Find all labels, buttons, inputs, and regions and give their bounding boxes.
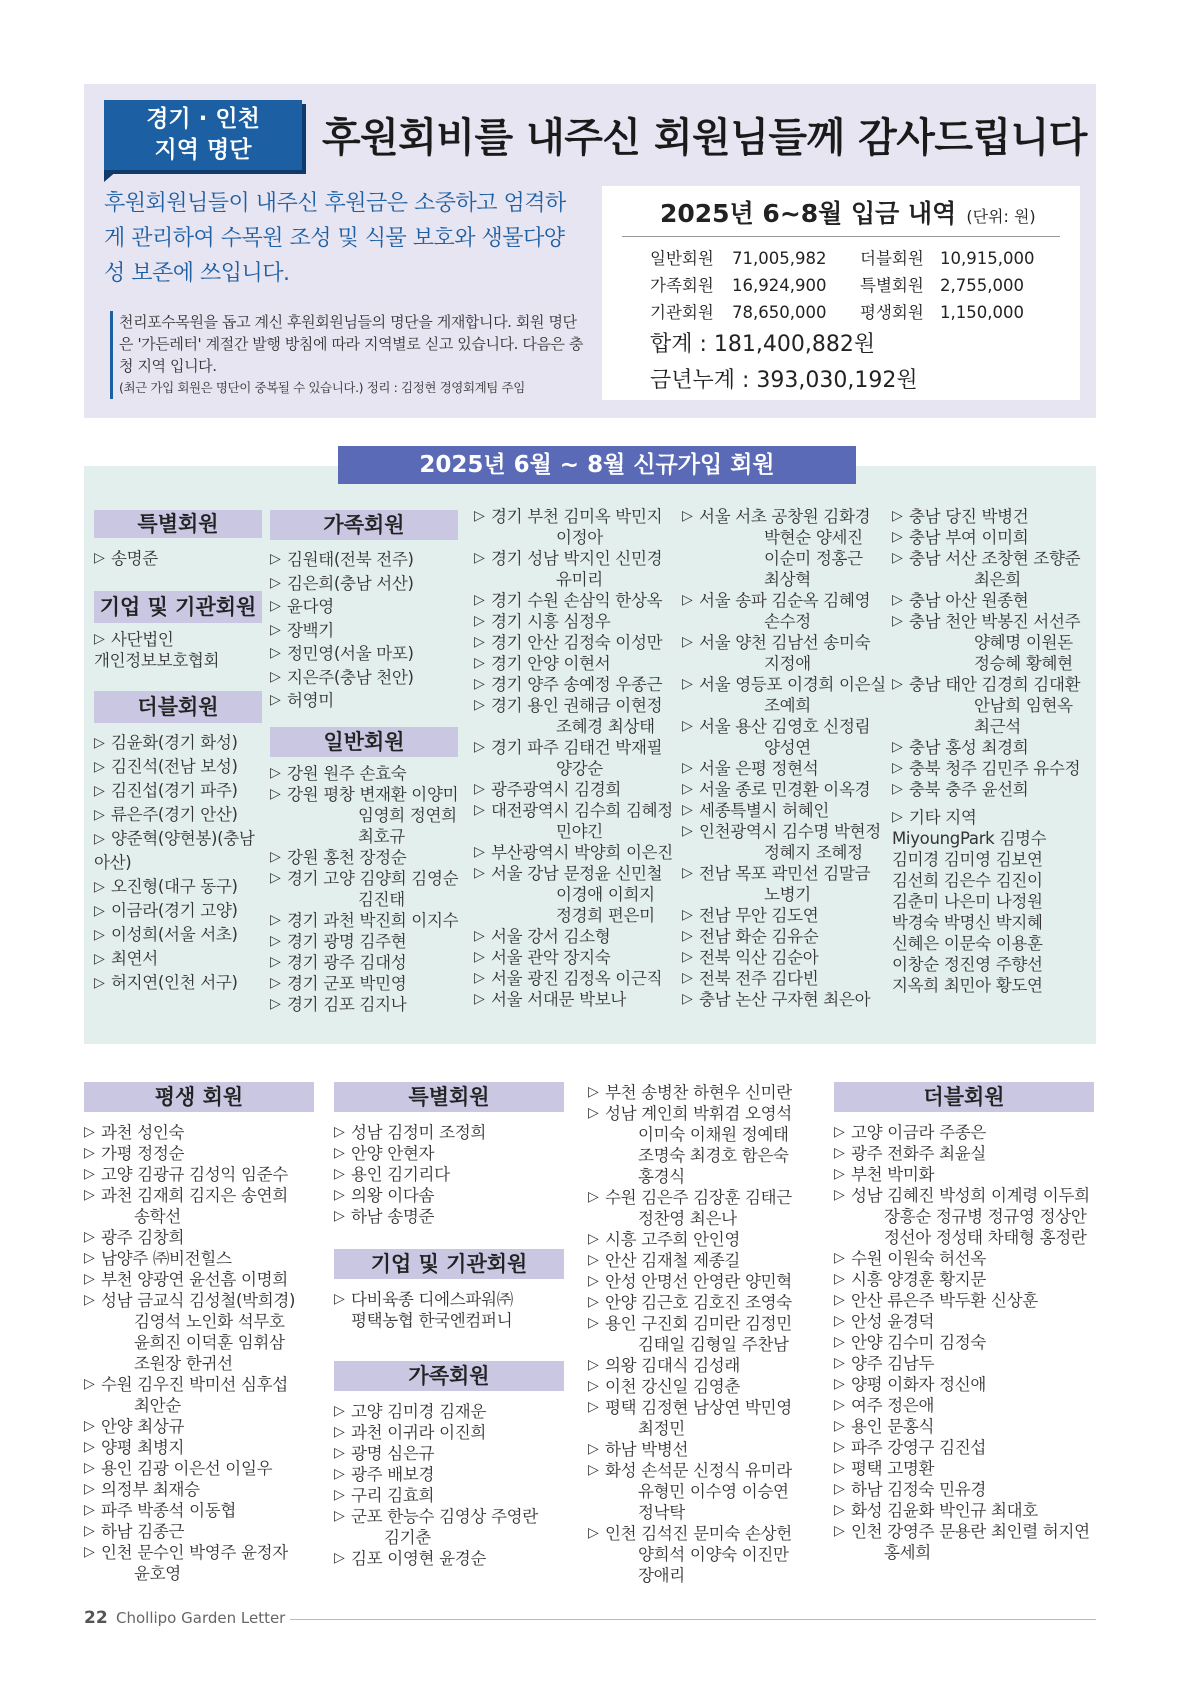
list-item: ▷ 전남 무안 김도연 (682, 905, 892, 926)
list-item: ▷ 충남 태안 김경희 김대환 (892, 674, 1096, 695)
list-item-continued: 정선아 정성태 차태형 홍정란 (884, 1228, 1087, 1247)
list-item: ▷ 양준혁(양현봉)(충남 (94, 827, 264, 851)
region-tag-line2: 지역 명단 (154, 137, 252, 163)
list-item: ▷ 안산 김재철 제종길 (588, 1250, 822, 1271)
list-item-continued: 양강순 (556, 759, 603, 778)
list-item: ▷ 광주 배보경 (334, 1464, 566, 1485)
publication-name: Chollipo Garden Letter (116, 1609, 286, 1627)
list-item: ▷ 부천 양광연 윤선흠 이명희 (84, 1269, 316, 1290)
list-item: ▷ 하남 김종근 (84, 1521, 316, 1542)
special-col (334, 1082, 566, 1569)
list-item: ▷ 경기 안산 김정숙 이성만 (474, 632, 686, 653)
intro-note-small: (최근 가입 회원은 명단이 중복될 수 있습니다.) 정리 : 김정현 경영회계팀 주임 (119, 380, 525, 395)
list-item: 김춘미 나은미 나정원 (892, 892, 1043, 911)
list-item: ▷ 최연서 (94, 947, 264, 971)
list-item: ▷ 서울 영등포 이경희 이은실 (682, 674, 892, 695)
list-item: ▷ 전남 화순 김유순 (682, 926, 892, 947)
list-item: ▷ 고양 김광규 김성익 임준수 (84, 1164, 316, 1185)
corp-list (94, 629, 264, 671)
list-item: ▷ 충북 충주 윤선희 (892, 779, 1096, 800)
list-item: ▷ 고양 이금라 주종은 (834, 1122, 1096, 1143)
list-item: ▷ 장백기 (270, 619, 460, 643)
list-item: ▷ 서울 광진 김정옥 이근직 (474, 968, 686, 989)
lifetime-col (84, 1082, 316, 1584)
sum-value: 10,915,000 (940, 249, 1035, 268)
footer-divider (290, 1619, 1096, 1620)
section-head-family-lower: 가족회원 (334, 1361, 564, 1391)
list-item: 최호규 (358, 826, 405, 846)
new-col-2 (270, 510, 460, 1015)
list-item: ▷ 의왕 이다솜 (334, 1185, 566, 1206)
list-item: ▷ 기타 지역 (892, 807, 1096, 828)
list-item: ▷ 안성 안명선 안영란 양민혁 (588, 1271, 822, 1292)
sum-value: 1,150,000 (940, 303, 1024, 322)
list-item: ▷ 경기 광명 김주현 (270, 931, 460, 952)
list-item: ▷ 경기 안양 이현서 (474, 653, 686, 674)
section-head-general: 일반회원 (270, 727, 458, 757)
list-item-continued: 최근석 (974, 717, 1021, 736)
list-item: ▷ 지은주(충남 천안) (270, 666, 460, 690)
list-item: ▷ 하남 박병선 (588, 1439, 822, 1460)
list-item-continued: 안남희 임현옥 (974, 696, 1073, 715)
list-item: ▷ 안양 안현자 (334, 1143, 566, 1164)
sum-value: 16,924,900 (732, 276, 827, 295)
list-item: ▷ 성남 계인희 박휘겸 오영석 (588, 1103, 822, 1124)
list-item-continued: 윤호영 (134, 1564, 181, 1583)
list-item: ▷ 시흥 고주희 안인영 (588, 1229, 822, 1250)
list-item: ▷ 시흥 양경훈 황지문 (834, 1269, 1096, 1290)
list-item: ▷ 양평 이화자 정신애 (834, 1374, 1096, 1395)
list-item: ▷ 인천광역시 김수명 박현정 (682, 821, 892, 842)
list-item: ▷ 과천 이귀라 이진희 (334, 1422, 566, 1443)
list-item: ▷ 경기 광주 김대성 (270, 952, 460, 973)
sum-label: 일반회원 (650, 249, 714, 268)
list-item: ▷ 수원 김우진 박미선 심후섭 (84, 1374, 316, 1395)
list-item: ▷ 전북 익산 김순아 (682, 947, 892, 968)
list-item: ▷ 사단법인 (94, 629, 264, 650)
summary-title-text: 2025년 6~8월 입금 내역 (660, 199, 957, 228)
list-item: ▷ 서울 서초 공창원 김화경 (682, 506, 892, 527)
double-list (94, 731, 264, 995)
list-item: ▷ 안양 김근호 김호진 조영숙 (588, 1292, 822, 1313)
list-item-continued: 정찬영 최은나 (638, 1209, 737, 1228)
list-item: 김진태 (358, 889, 405, 909)
list-item: ▷ 파주 강영구 김진섭 (834, 1437, 1096, 1458)
list-item: ▷ 경기 용인 권해금 이현정 (474, 695, 686, 716)
list-item-continued: 박현순 양세진 (764, 528, 863, 547)
list-item: 개인정보보호협회 (94, 651, 220, 670)
list-item: ▷ 오진형(대구 동구) (94, 875, 264, 899)
list-item: ▷ 화성 손석문 신정식 유미라 (588, 1460, 822, 1481)
list-item-continued: 이미숙 이채원 정예태 (638, 1125, 789, 1144)
list-item: ▷ 김진석(전남 보성) (94, 755, 264, 779)
sum-value: 2,755,000 (940, 276, 1024, 295)
sum-label: 특별회원 (860, 276, 924, 295)
section-head-special-lower: 특별회원 (334, 1082, 564, 1112)
list-item-continued: 조혜경 최상태 (556, 717, 655, 736)
family-list (270, 548, 460, 713)
list-item: ▷ 경기 김포 김지나 (270, 994, 460, 1015)
tag-tail (104, 170, 118, 182)
list-item: ▷ 이성희(서울 서초) (94, 923, 264, 947)
list-item: ▷ 성남 김정미 조정희 (334, 1122, 566, 1143)
list-item: ▷ 대전광역시 김수희 김혜정 (474, 800, 686, 821)
list-item: ▷ 서울 강남 문정윤 신민철 (474, 863, 686, 884)
list-item: ▷ 남양주 ㈜비전힐스 (84, 1248, 316, 1269)
list-item: ▷ 허영미 (270, 689, 460, 713)
list-item: ▷ 용인 김기리다 (334, 1164, 566, 1185)
list-item-continued: 장애리 (638, 1566, 685, 1585)
list-item: ▷ 양평 최병지 (84, 1437, 316, 1458)
list-item: ▷ 윤다영 (270, 595, 460, 619)
sum-label: 가족회원 (650, 276, 714, 295)
general-col-lower (588, 1082, 822, 1586)
list-item: ▷ 경기 군포 박민영 (270, 973, 460, 994)
list-item-continued: 유형민 이수영 이승연 (638, 1482, 789, 1501)
list-item-continued: 민야긴 (556, 822, 603, 841)
list-item: ▷ 용인 문홍식 (834, 1416, 1096, 1437)
page-number: 22 (84, 1608, 108, 1628)
region-tag-line1: 경기 · 인천 (146, 106, 260, 132)
list-item: ▷ 경기 부천 김미옥 박민지 (474, 506, 686, 527)
list-item-continued: 최정민 (638, 1419, 685, 1438)
list-item: ▷ 경기 양주 송예정 우종근 (474, 674, 686, 695)
list-item: ▷ 서울 서대문 박보나 (474, 989, 686, 1010)
section-head-double: 더블회원 (94, 691, 262, 723)
list-item: ▷ 서울 양천 김남선 송미숙 (682, 632, 892, 653)
list-item: ▷ 군포 한능수 김영상 주영란 (334, 1506, 566, 1527)
list-item: ▷ 전남 목포 곽민선 김말금 (682, 863, 892, 884)
list-item: ▷ 서울 관악 장지숙 (474, 947, 686, 968)
list-item-continued: 양성연 (764, 738, 811, 757)
list-item: ▷ 안양 최상규 (84, 1416, 316, 1437)
list-item-continued: 이순미 정홍근 (764, 549, 863, 568)
list-item: ▷ 하남 송명준 (334, 1206, 566, 1227)
list-item: ▷ 성남 김혜진 박성희 이계령 이두희 (834, 1185, 1096, 1206)
list-item: 아산) (94, 853, 132, 872)
list-item: ▷ 서울 은평 정현석 (682, 758, 892, 779)
list-item: ▷ 경기 과천 박진희 이지수 (270, 910, 460, 931)
new-col-4 (682, 506, 892, 1010)
list-item: ▷ 화성 김윤화 박인규 최대호 (834, 1500, 1096, 1521)
new-col-3 (474, 506, 686, 1010)
list-item: ▷ 경기 고양 김양희 김영순 (270, 868, 460, 889)
lifetime-list (84, 1122, 316, 1584)
section-head-family: 가족회원 (270, 510, 458, 540)
list-item: ▷ 평택 고명환 (834, 1458, 1096, 1479)
list-item: ▷ 광명 심은규 (334, 1443, 566, 1464)
list-item: ▷ 수원 이원숙 허선옥 (834, 1248, 1096, 1269)
list-item: ▷ 파주 박종석 이동협 (84, 1500, 316, 1521)
list-item: 이창순 정진영 주향선 (892, 955, 1043, 974)
list-item: 김미경 김미영 김보연 (892, 850, 1043, 869)
list-item: ▷ 충남 홍성 최경희 (892, 737, 1096, 758)
list-item: ▷ 가평 정정순 (84, 1143, 316, 1164)
list-item: ▷ 부천 박미화 (834, 1164, 1096, 1185)
list-item: ▷ 용인 구진회 김미란 김정민 (588, 1313, 822, 1334)
section-head-corp: 기업 및 기관회원 (94, 591, 262, 623)
summary-title (622, 194, 1060, 237)
list-item: ▷ 김포 이영현 윤경순 (334, 1548, 566, 1569)
list-item-continued: 최상혁 (764, 570, 811, 589)
list-item: ▷ 강원 원주 손효숙 (270, 763, 460, 784)
list-item: ▷ 김윤화(경기 화성) (94, 731, 264, 755)
list-item: ▷ 서울 강서 김소형 (474, 926, 686, 947)
list-item: ▷ 경기 파주 김태건 박재필 (474, 737, 686, 758)
special-list (94, 548, 264, 569)
section-head-double-lower: 더블회원 (834, 1082, 1094, 1112)
list-item-continued: 최은희 (974, 570, 1021, 589)
list-item: ▷ 하남 김정숙 민유경 (834, 1479, 1096, 1500)
summary-unit: (단위: 원) (966, 207, 1036, 226)
list-item-continued: 최안순 (134, 1396, 181, 1415)
list-item: ▷ 정민영(서울 마포) (270, 642, 460, 666)
list-item: 신혜은 이문숙 이용훈 (892, 934, 1043, 953)
section-head-corp-lower: 기업 및 기관회원 (334, 1249, 564, 1279)
list-item: ▷ 안성 윤경덕 (834, 1311, 1096, 1332)
list-item-continued: 정승혜 황혜현 (974, 654, 1073, 673)
list-item: ▷ 이천 강신일 김영춘 (588, 1376, 822, 1397)
family-list-lower (334, 1401, 566, 1569)
list-item: ▷ 수원 김은주 김장훈 김태근 (588, 1187, 822, 1208)
list-item-continued: 정혜지 조혜정 (764, 843, 863, 862)
list-item: ▷ 허지연(인천 서구) (94, 971, 264, 995)
list-item: ▷ 강원 홍천 장정순 (270, 847, 460, 868)
list-item-continued: 홍경식 (638, 1167, 685, 1186)
list-item-continued: 양혜명 이원돈 (974, 633, 1073, 652)
list-item: ▷ 광주 김창희 (84, 1227, 316, 1248)
region-tag (104, 100, 302, 170)
summary-grid (622, 245, 1060, 326)
general-list-a (270, 763, 460, 1015)
list-item: ▷ 의왕 김대식 김성래 (588, 1355, 822, 1376)
list-item: ▷ 다비육종 디에스파워㈜ (334, 1289, 566, 1310)
special-list-lower (334, 1122, 566, 1227)
list-item: MiyoungPark 김명수 (892, 829, 1047, 848)
list-item: ▷ 충남 논산 구자현 최은아 (682, 989, 892, 1010)
list-item: ▷ 류은주(경기 안산) (94, 803, 264, 827)
list-item: ▷ 평택 김정현 남상연 박민영 (588, 1397, 822, 1418)
list-item: ▷ 여주 정은애 (834, 1395, 1096, 1416)
intro-note-text: 천리포수목원을 돕고 계신 후원회원님들의 명단을 게재합니다. 회원 명단은 '가든레터' 계절간 발행 방침에 따라 지역별로 싣고 있습니다. 다음은 충청 지역 입니다. (119, 313, 584, 375)
list-item: 임영희 정연희 (358, 805, 457, 825)
list-item: ▷ 충남 당진 박병건 (892, 506, 1096, 527)
list-item-continued: 김기춘 (384, 1528, 431, 1547)
list-item: ▷ 충남 부여 이미희 (892, 527, 1096, 548)
list-item: ▷ 김은희(충남 서산) (270, 572, 460, 596)
list-item: ▷ 김원태(전북 전주) (270, 548, 460, 572)
list-item: ▷ 인천 문수인 박영주 윤정자 (84, 1542, 316, 1563)
list-item: ▷ 광주 전화주 최윤실 (834, 1143, 1096, 1164)
section-head-special: 특별회원 (94, 510, 262, 538)
list-item: ▷ 송명준 (94, 548, 264, 569)
double-list-lower (834, 1122, 1096, 1563)
summary-total: 합계 : 181,400,882원 (650, 332, 876, 357)
list-item: 지옥희 최민아 황도연 (892, 976, 1043, 995)
list-item: ▷ 안양 김수미 김정숙 (834, 1332, 1096, 1353)
list-item: ▷ 세종특별시 허혜인 (682, 800, 892, 821)
list-item-continued: 양희석 이양숙 이진만 (638, 1545, 789, 1564)
list-item: ▷ 부산광역시 박양희 이은진 (474, 842, 686, 863)
list-item-continued: 노병기 (764, 885, 811, 904)
list-item-continued: 김태일 김형일 주찬남 (638, 1335, 789, 1354)
section-head-lifetime: 평생 회원 (84, 1082, 314, 1112)
list-item-continued: 손수정 (764, 612, 811, 631)
new-col-1 (94, 510, 264, 995)
new-col-5 (892, 506, 1096, 996)
list-item-continued: 장흥순 정규병 정규영 정상안 (884, 1207, 1087, 1226)
list-item-continued: 김영석 노인화 석무호 (134, 1312, 285, 1331)
list-item-continued: 정경희 편은미 (556, 906, 655, 925)
sum-label: 더블회원 (860, 249, 924, 268)
intro-lead: 후원회원님들이 내주신 후원금은 소중하고 엄격하게 관리하여 수목원 조성 및 식물 보호와 생물다양성 보존에 쓰입니다. (104, 191, 566, 286)
list-item: ▷ 충남 천안 박봉진 서선주 (892, 611, 1096, 632)
list-item: ▷ 고양 김미경 김재운 (334, 1401, 566, 1422)
list-item: ▷ 서울 종로 민경환 이옥경 (682, 779, 892, 800)
sum-label: 기관회원 (650, 303, 714, 322)
list-item-continued: 정낙탁 (638, 1503, 685, 1522)
list-item: ▷ 경기 수원 손삼익 한상옥 (474, 590, 686, 611)
list-item-continued: 조명숙 최경호 함은숙 (638, 1146, 789, 1165)
new-members-title: 2025년 6월 ~ 8월 신규가입 회원 (338, 446, 856, 484)
list-item: ▷ 인천 강영주 문용란 최인렬 허지연 (834, 1521, 1096, 1542)
deposit-summary (602, 186, 1080, 400)
list-item: ▷ 서울 송파 김순옥 김혜영 (682, 590, 892, 611)
corp-list-lower (334, 1289, 566, 1331)
list-item: ▷ 과천 김재희 김지은 송연희 (84, 1185, 316, 1206)
list-item: ▷ 의정부 최재승 (84, 1479, 316, 1500)
list-item: ▷ 구리 김효희 (334, 1485, 566, 1506)
list-item: ▷ 안산 류은주 박두환 신상훈 (834, 1290, 1096, 1311)
list-item-continued: 이경애 이희지 (556, 885, 655, 904)
list-item: ▷ 성남 금교식 김성철(박희경) (84, 1290, 316, 1311)
list-item-continued: 송학선 (134, 1207, 181, 1226)
sum-value: 71,005,982 (732, 249, 827, 268)
list-item-continued: 유미리 (556, 570, 603, 589)
list-item: ▷ 양주 김남두 (834, 1353, 1096, 1374)
list-item-continued: 평택농협 한국엔컴퍼니 (351, 1311, 513, 1330)
list-item: ▷ 인천 김석진 문미숙 손상헌 (588, 1523, 822, 1544)
list-item: ▷ 광주광역시 김경희 (474, 779, 686, 800)
list-item: ▷ 전북 전주 김다빈 (682, 968, 892, 989)
list-item: ▷ 충남 아산 원종현 (892, 590, 1096, 611)
list-item: ▷ 강원 평창 변재환 이양미 (270, 784, 460, 805)
list-item-continued: 조예희 (764, 696, 811, 715)
intro-note (110, 311, 588, 399)
list-item: ▷ 부천 송병찬 하현우 신미란 (588, 1082, 822, 1103)
list-item: ▷ 경기 시흥 심정우 (474, 611, 686, 632)
double-col (834, 1082, 1096, 1563)
list-item-continued: 홍세희 (884, 1543, 931, 1562)
list-item-continued: 지정애 (764, 654, 811, 673)
list-gap (892, 800, 1096, 807)
list-item: ▷ 서울 용산 김영호 신정림 (682, 716, 892, 737)
list-item: 김선희 김은수 김진이 (892, 871, 1043, 890)
list-item-continued: 이정아 (556, 528, 603, 547)
list-item-continued: 조원장 한귀선 (134, 1354, 233, 1373)
summary-cumulative: 금년누계 : 393,030,192원 (650, 368, 918, 393)
sum-value: 78,650,000 (732, 303, 827, 322)
list-item-continued: 윤희진 이덕훈 임휘삼 (134, 1333, 285, 1352)
list-item: ▷ 충북 청주 김민주 유수정 (892, 758, 1096, 779)
list-item: ▷ 용인 김광 이은선 이일우 (84, 1458, 316, 1479)
list-item: ▷ 과천 성인숙 (84, 1122, 316, 1143)
page-headline: 후원회비를 내주신 회원님들께 감사드립니다 (322, 115, 1087, 161)
list-item: ▷ 김진섭(경기 파주) (94, 779, 264, 803)
sum-label: 평생회원 (860, 303, 924, 322)
list-item: 박경숙 박명신 박지혜 (892, 913, 1043, 932)
list-item: ▷ 이금라(경기 고양) (94, 899, 264, 923)
list-item: ▷ 경기 성남 박지인 신민경 (474, 548, 686, 569)
list-item: ▷ 충남 서산 조창현 조향준 (892, 548, 1096, 569)
